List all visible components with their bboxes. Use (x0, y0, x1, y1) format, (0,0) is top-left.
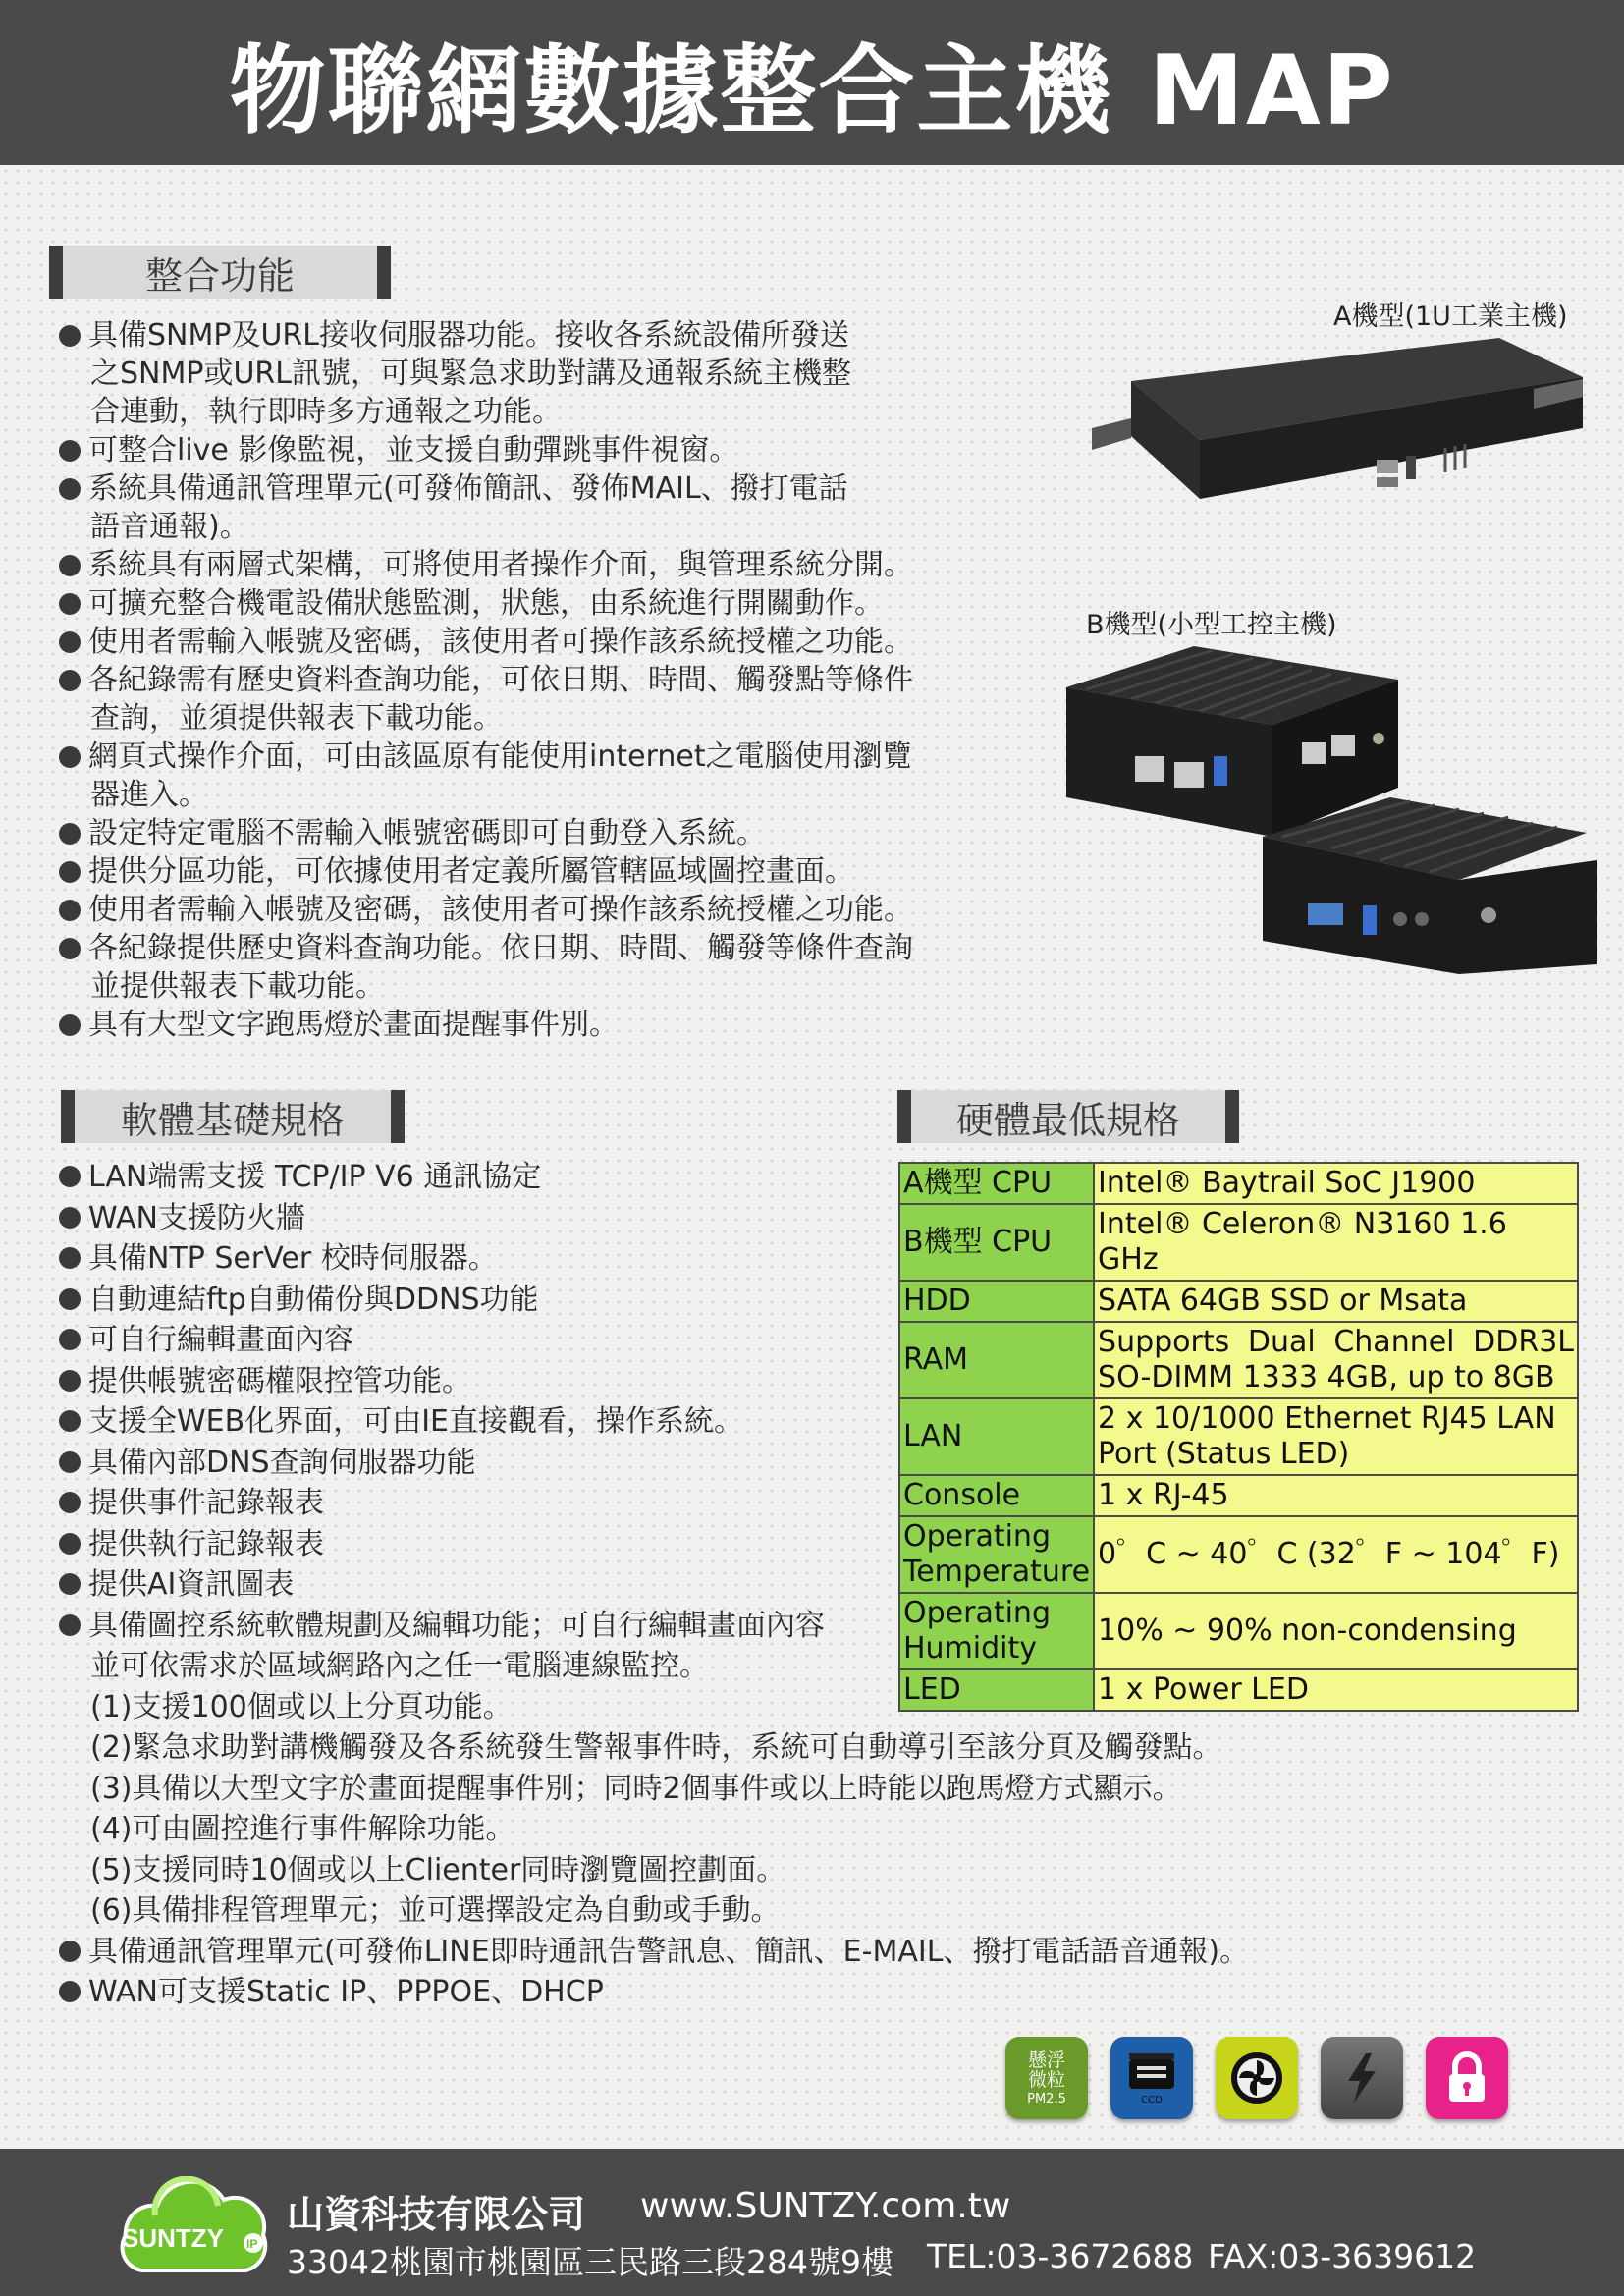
power-icon (1321, 2037, 1403, 2119)
spec-key: Operating Temperature (899, 1516, 1094, 1593)
camera-icon (1110, 2037, 1193, 2119)
list-item: 可擴充整合機電設備狀態監測，狀態，由系統進行開關動作。 (59, 584, 972, 623)
list-item: 提供事件記錄報表 (59, 1483, 1591, 1524)
pm25-icon (1005, 2037, 1088, 2119)
page-title: 物聯網數據整合主機 MAP (229, 34, 1395, 147)
list-item: 提供執行記錄報表 (59, 1524, 1591, 1565)
list-item: 可整合live 影像監視，並支援自動彈跳事件視窗。 (59, 431, 972, 469)
list-item: 網頁式操作介面，可由該區原有能使用internet之電腦使用瀏覽 (59, 738, 972, 776)
spec-value: 1 x RJ-45 (1094, 1475, 1578, 1516)
list-item: (4)可由圖控進行事件解除功能。 (90, 1812, 515, 1846)
list-item: 具備圖控系統軟體規劃及編輯功能；可自行編輯畫面內容 (59, 1606, 1591, 1647)
spec-key: Console (899, 1475, 1094, 1516)
list-item: 系統具備通訊管理單元(可發佈簡訊、發佈MAIL、撥打電話 (59, 469, 972, 508)
list-item: 並提供報表下載功能。 (90, 969, 385, 1004)
list-item: 具有大型文字跑馬燈於畫面提醒事件別。 (59, 1006, 972, 1044)
spec-value: 10% ~ 90% non-condensing (1094, 1593, 1578, 1669)
list-item: (5)支援同時10個或以上Clienter同時瀏覽圖控劃面。 (90, 1852, 786, 1887)
list-item: (3)具備以大型文字於畫面提醒事件別；同時2個事件或以上時能以跑馬燈方式顯示。 (90, 1771, 1182, 1806)
pm25-icon-label: 懸浮微粒 (1027, 2049, 1065, 2091)
company-address: 33042桃園市桃園區三民路三段284號9樓 (287, 2243, 893, 2281)
list-item: 合連動，執行即時多方通報之功能。 (90, 395, 562, 429)
spec-key: HDD (899, 1281, 1094, 1322)
list-item: 使用者需輸入帳號及密碼，該使用者可操作該系統授權之功能。 (59, 623, 972, 661)
list-item: 使用者需輸入帳號及密碼，該使用者可操作該系統授權之功能。 (59, 891, 972, 929)
lock-icon (1426, 2037, 1508, 2119)
page-footer (0, 2149, 1624, 2296)
company-url[interactable]: www.SUNTZY.com.tw (640, 2186, 1011, 2226)
device-a-image (1092, 330, 1583, 517)
list-item: (2)緊急求助對講機觸發及各系統發生警報事件時，系統可自動導引至該分頁及觸發點。 (90, 1730, 1222, 1765)
spec-key: LAN (899, 1398, 1094, 1475)
list-item: 器進入。 (90, 778, 208, 812)
list-item: 提供AI資訊圖表 (59, 1564, 1591, 1606)
company-logo (108, 2176, 275, 2280)
spec-value: 2 x 10/1000 Ethernet RJ45 LAN Port (Status LED) (1094, 1398, 1578, 1475)
list-item: 提供分區功能，可依據使用者定義所屬管轄區域圖控畫面。 (59, 852, 972, 891)
list-item: WAN可支援Static IP、PPPOE、DHCP (59, 1972, 1591, 2013)
table-row (899, 1516, 1578, 1593)
table-row (899, 1475, 1578, 1516)
list-item: 具備SNMP及URL接收伺服器功能。接收各系統設備所發送 (59, 316, 972, 355)
table-row (899, 1281, 1578, 1322)
list-item: 並可依需求於區域網路內之任一電腦連線監控。 (90, 1649, 709, 1683)
list-item: 設定特定電腦不需輸入帳號密碼即可自動登入系統。 (59, 814, 972, 852)
spec-value: SATA 64GB SSD or Msata (1094, 1281, 1578, 1322)
feature-icons (1005, 2037, 1508, 2119)
fan-icon (1216, 2037, 1298, 2119)
list-item: 之SNMP或URL訊號，可與緊急求助對講及通報系統主機整 (90, 356, 851, 391)
logo-text: SUNTZY (122, 2223, 224, 2253)
list-item: 查詢，並須提供報表下載功能。 (90, 701, 503, 736)
spec-key: Operating Humidity (899, 1593, 1094, 1669)
list-item: 支援全WEB化界面，可由IE直接觀看，操作系統。 (59, 1401, 1591, 1443)
pm25-icon-sub: PM2.5 (1027, 2091, 1066, 2106)
spec-key: A機型 CPU (899, 1163, 1094, 1204)
spec-value: Intel® Baytrail SoC J1900 (1094, 1163, 1578, 1204)
camera-icon-sub: CCD (1141, 2094, 1163, 2105)
table-row (899, 1669, 1578, 1711)
device-b-image (1066, 640, 1597, 974)
list-item: 提供帳號密碼權限控管功能。 (59, 1361, 1591, 1402)
section-title-hardware (897, 1090, 1239, 1143)
spec-value: 0゜C ~ 40゜C (32゜F ~ 104゜F) (1094, 1516, 1578, 1593)
list-item: (1)支援100個或以上分頁功能。 (90, 1689, 513, 1724)
section-title-label: 整合功能 (144, 253, 295, 298)
list-item: 具備NTP SerVer 校時伺服器。 (59, 1238, 1591, 1280)
section-title-software (61, 1090, 405, 1143)
list-item: (6)具備排程管理單元；並可選擇設定為自動或手動。 (90, 1893, 781, 1928)
section-title-features (49, 246, 391, 299)
list-item: 具備通訊管理單元(可發佈LINE即時通訊告警訊息、簡訊、E-MAIL、撥打電話語音通報)。 (59, 1932, 1591, 1973)
list-item: 語音通報)。 (90, 510, 249, 544)
page-header (0, 0, 1624, 165)
spec-key: RAM (899, 1322, 1094, 1398)
spec-key: LED (899, 1669, 1094, 1711)
list-item: 自動連結ftp自動備份與DDNS功能 (59, 1280, 1591, 1321)
spec-value: Supports Dual Channel DDR3L SO-DIMM 1333 4GB, up to 8GB (1094, 1322, 1578, 1398)
section-title-label: 軟體基礎規格 (120, 1098, 345, 1142)
list-item: LAN端需支援 TCP/IP V6 通訊協定 (59, 1157, 1591, 1198)
logo-suffix: IP (246, 2237, 258, 2251)
table-row (899, 1398, 1578, 1475)
section-title-label: 硬體最低規格 (955, 1098, 1180, 1142)
list-item: 各紀錄提供歷史資料查詢功能。依日期、時間、觸發等條件查詢 (59, 929, 972, 967)
list-item: 各紀錄需有歷史資料查詢功能，可依日期、時間、觸發點等條件 (59, 661, 972, 699)
table-row (899, 1163, 1578, 1204)
spec-value: Intel® Celeron® N3160 1.6 GHz (1094, 1204, 1578, 1281)
caption-type-b: B機型(小型工控主機) (1086, 610, 1337, 640)
table-row (899, 1593, 1578, 1669)
table-row (899, 1204, 1578, 1281)
company-name: 山資科技有限公司 (287, 2193, 586, 2236)
features-list (59, 316, 972, 1044)
list-item: 系統具有兩層式架構，可將使用者操作介面，與管理系統分開。 (59, 546, 972, 584)
list-item: 可自行編輯畫面內容 (59, 1320, 1591, 1361)
spec-key: B機型 CPU (899, 1204, 1094, 1281)
table-row (899, 1322, 1578, 1398)
caption-type-a: A機型(1U工業主機) (1333, 301, 1568, 332)
company-tel: TEL:03-3672688 (927, 2237, 1194, 2275)
spec-value: 1 x Power LED (1094, 1669, 1578, 1711)
list-item: 具備內部DNS查詢伺服器功能 (59, 1443, 1591, 1484)
hardware-spec-table (898, 1162, 1579, 1712)
company-fax: FAX:03-3639612 (1208, 2237, 1477, 2275)
list-item: WAN支援防火牆 (59, 1198, 1591, 1239)
